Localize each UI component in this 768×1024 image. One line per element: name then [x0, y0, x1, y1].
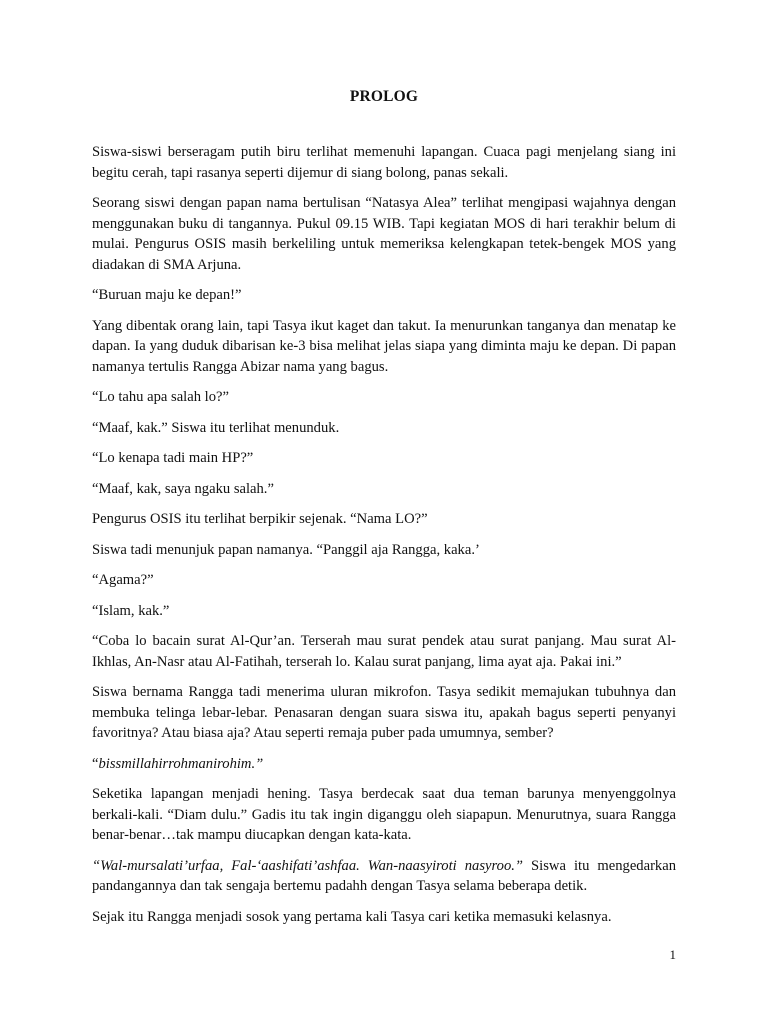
- paragraph-13: “Coba lo bacain surat Al-Qur’an. Terserah mau surat pendek atau surat panjang. Mau surat Al-Ikhlas, An-Nasr atau Al-Fatihah, terserah lo. Kalau surat panjang, lima ayat aja. Pakai ini.”: [92, 633, 676, 670]
- paragraph-14: Siswa bernama Rangga tadi menerima uluran mikrofon. Tasya sedikit memajukan tubuhnya dan membuka telinga lebar-lebar. Penasaran dengan suara siswa itu, apakah bagus seperti penyanyi favoritnya? Atau biasa aja? Atau seperti remaja puber pada umumnya, sember?: [92, 684, 676, 741]
- page-title: PROLOG: [349, 88, 419, 105]
- paragraph-6: “Maaf, kak.” Siswa itu terlihat menunduk.: [92, 419, 340, 436]
- paragraph-1: Siswa-siswi berseragam putih biru terlihat memenuhi lapangan. Cuaca pagi menjelang siang ini begitu cerah, tapi rasanya seperti dijemur di siang bolong, panas sekali.: [92, 144, 676, 181]
- paragraph-8: “Maaf, kak, saya ngaku salah.”: [92, 480, 274, 497]
- paragraph-4: Yang dibentak orang lain, tapi Tasya ikut kaget dan takut. Ia menurunkan tanganya dan menatap ke dapan. Ia yang duduk dibarisan ke-3 bisa melihat jelas siapa yang diminta maju ke depan. Di papan namanya tertulis Rangga Abizar nama yang bagus.: [92, 317, 676, 375]
- document-page: [92, 0, 676, 1024]
- paragraph-7: “Lo kenapa tadi main HP?”: [92, 450, 254, 466]
- paragraph-11: “Agama?”: [92, 572, 154, 588]
- bismillah-text: bissmillahirrohmanirohim.”: [98, 755, 264, 772]
- paragraph-recitation: [92, 856, 676, 897]
- recitation-text: “Wal-mursalati’urfaa, Fal-‘aashifati’ashfaa. Wan-naasyiroti nasyroo.”: [92, 857, 524, 874]
- paragraph-3: “Buruan maju ke depan!”: [92, 287, 242, 303]
- paragraph-closing: Sejak itu Rangga menjadi sosok yang pertama kali Tasya cari ketika memasuki kelasnya.: [92, 908, 612, 925]
- recitation-rest: Siswa itu mengedarkan pandangannya dan tak sengaja bertemu padahh dengan Tasya selama beberapa detik.: [92, 857, 677, 894]
- paragraph-10: Siswa tadi menunjuk papan namanya. “Panggil aja Rangga, kaka.’: [92, 541, 480, 558]
- page-number: 1: [669, 947, 676, 962]
- paragraph-9: Pengurus OSIS itu terlihat berpikir sejenak. “Nama LO?”: [92, 511, 428, 527]
- paragraph-2: Seorang siswi dengan papan nama bertulisan “Natasya Alea” terlihat mengipasi wajahnya dengan menggunakan buku di tangannya. Pukul 09.15 WIB. Tapi kegiatan MOS di hari terakhir belum di mulai. Pengurus OSIS masih berkeliling untuk memeriksa kelengkapan tetek-bengek MOS yang diadakan di SMA Arjuna.: [92, 195, 676, 273]
- paragraph-bismillah: [92, 754, 676, 775]
- paragraph-12: “Islam, kak.”: [92, 602, 170, 619]
- bismillah-open-quote: “: [92, 755, 99, 772]
- paragraph-5: “Lo tahu apa salah lo?”: [92, 389, 229, 405]
- body-text: [92, 142, 676, 937]
- paragraph-hening: Seketika lapangan menjadi hening. Tasya berdecak saat dua teman barunya menyenggolnya berkali-kali. “Diam dulu.” Gadis itu tak ingin diganggu oleh siapapun. Menurutnya, suara Rangga benar-benar…tak mampu diucapkan dengan kata-kata.: [92, 786, 676, 843]
